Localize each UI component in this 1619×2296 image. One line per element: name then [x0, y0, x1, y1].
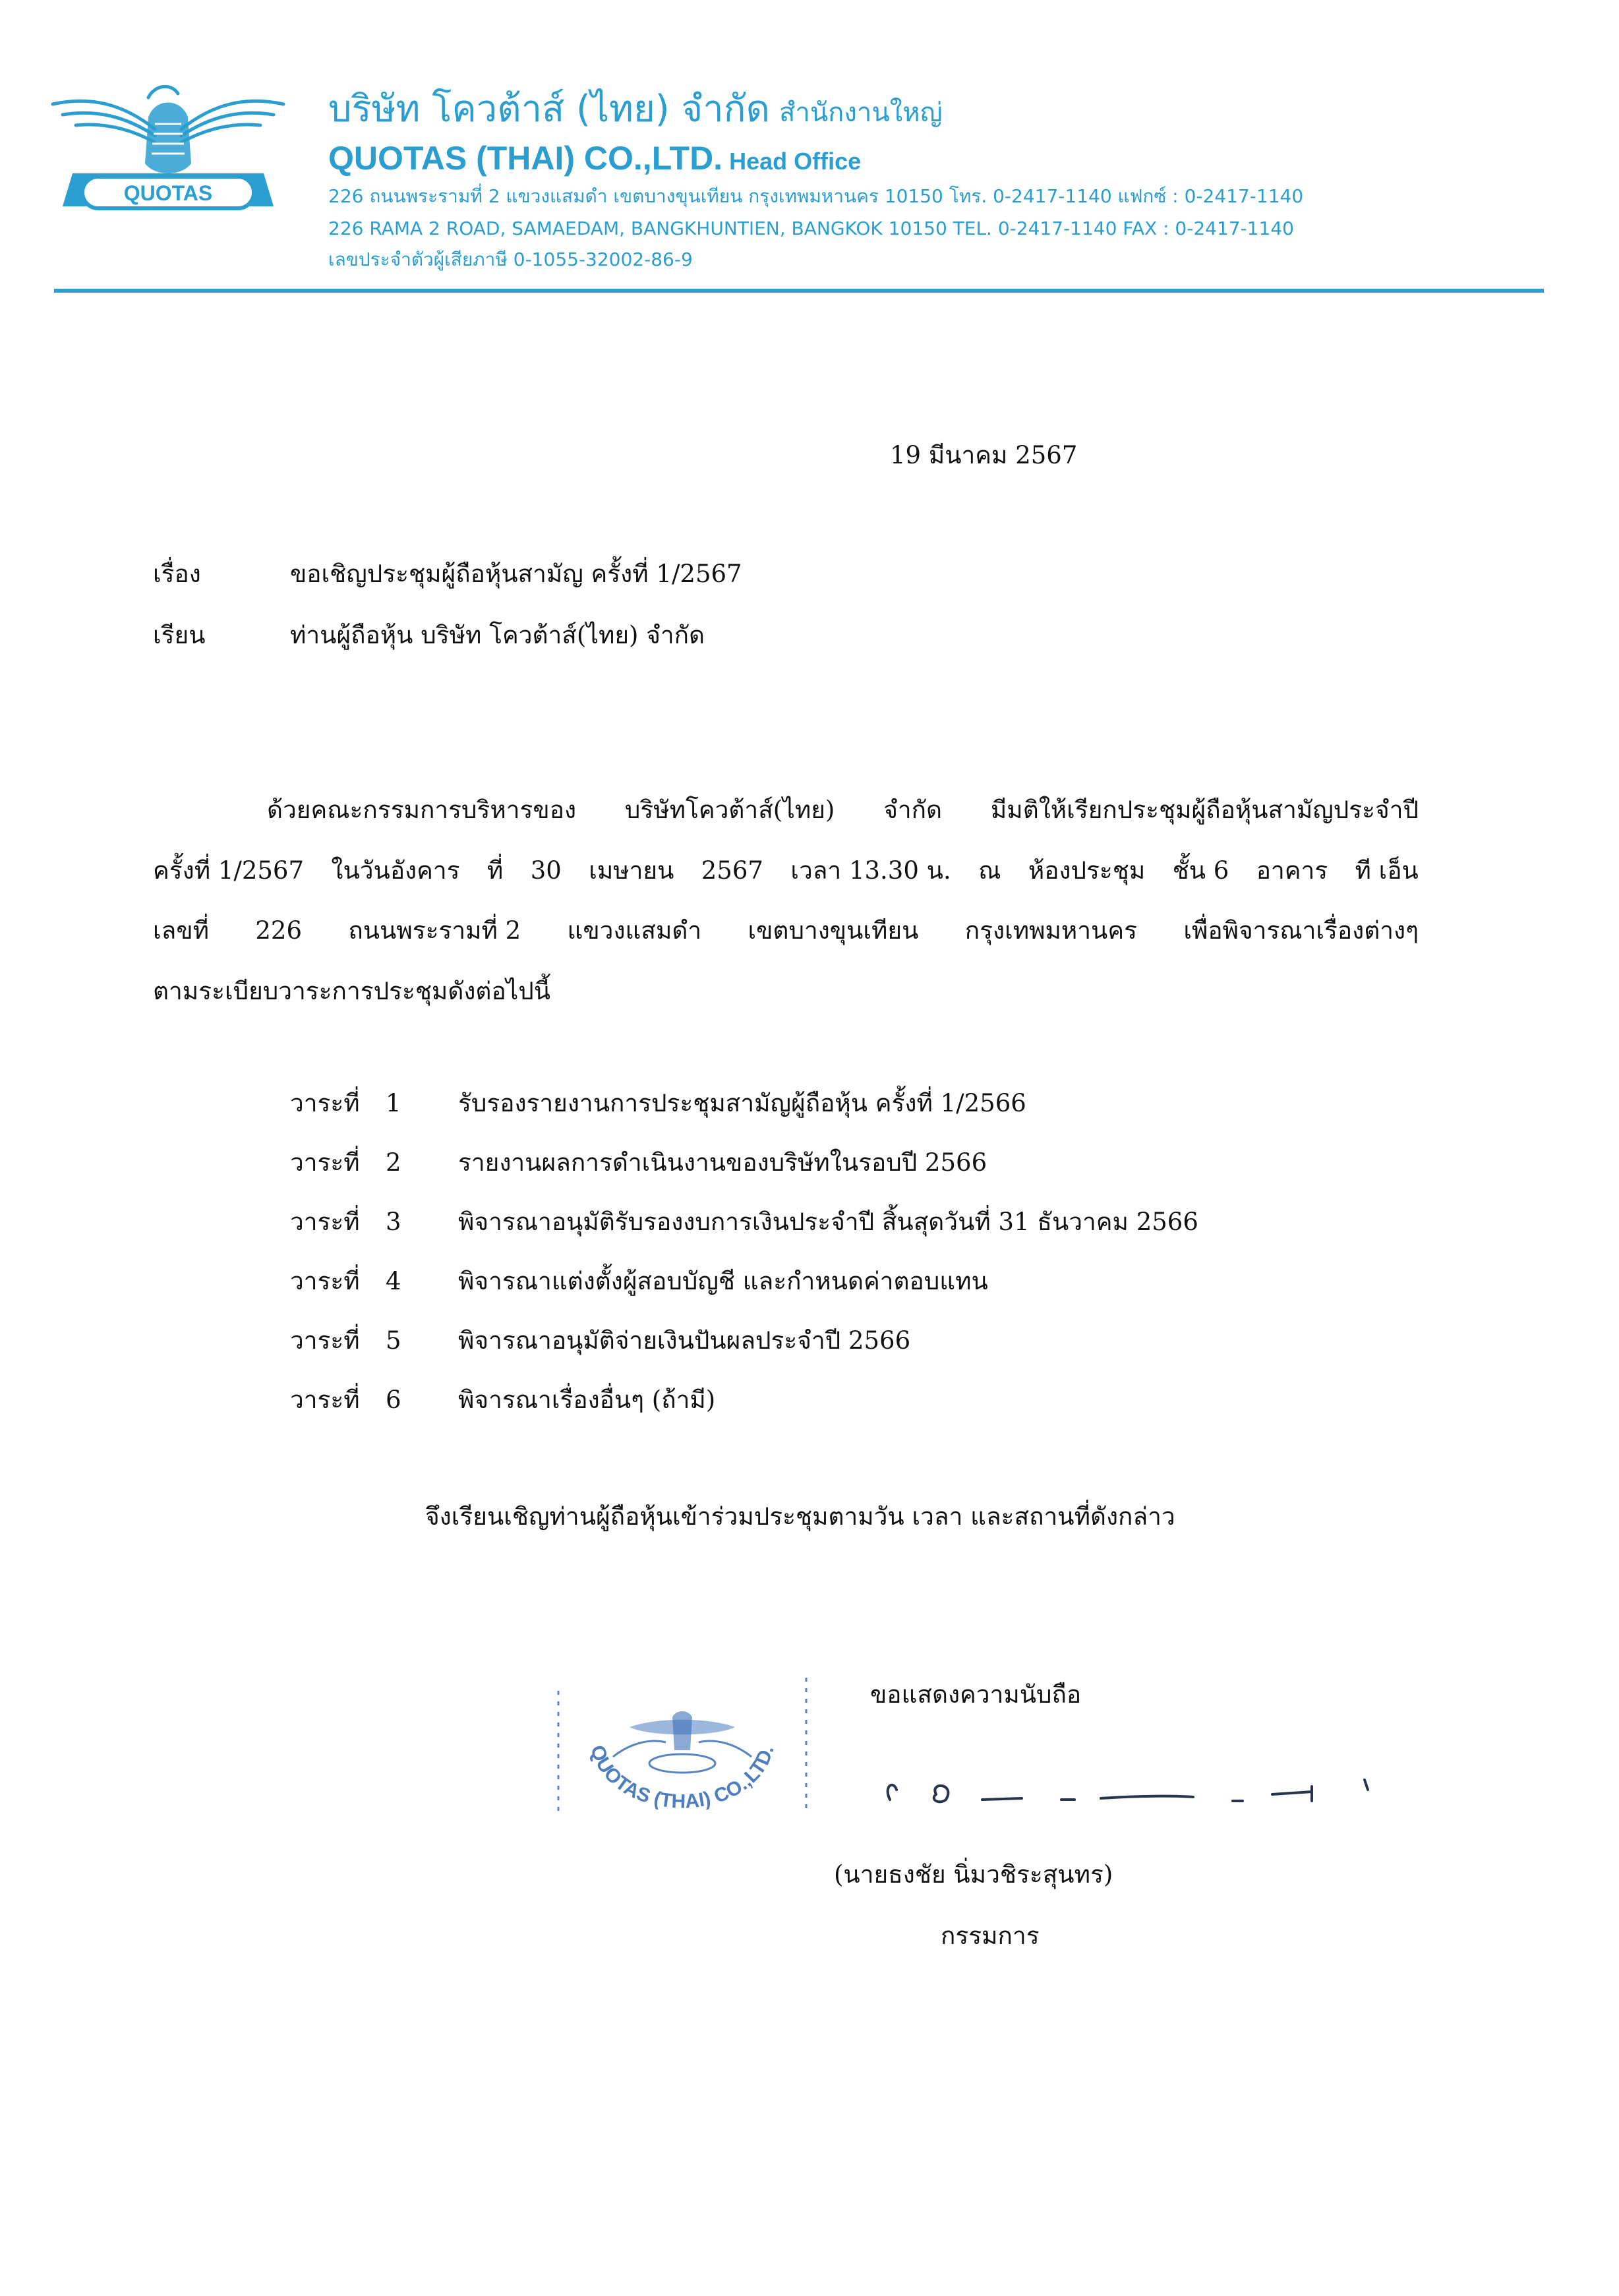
body-word: ถนนพระรามที่ 2 — [348, 916, 521, 945]
body-line-4 — [153, 979, 1419, 1003]
body-word: ที เอ็น — [1355, 856, 1419, 885]
agenda-label: วาระที่ — [290, 1386, 360, 1414]
regards-text: ขอแสดงความนับถือ — [870, 1680, 1082, 1709]
body-word: ตามระเบียบวาระการประชุมดังต่อไปนี้ — [153, 977, 551, 1005]
body-word: จำกัด — [883, 796, 943, 824]
body-word: เขตบางขุนเทียน — [748, 916, 919, 945]
agenda-number: 2 — [386, 1148, 401, 1177]
body-word: ห้องประชุม — [1028, 856, 1146, 885]
body-line-2 — [153, 858, 1419, 883]
body-word: เวลา 13.30 น. — [790, 856, 951, 885]
agenda-item-text: รายงานผลการดำเนินงานของบริษัทในรอบปี 2566 — [458, 1148, 987, 1177]
closing-sentence: จึงเรียนเชิญท่านผู้ถือหุ้นเข้าร่วมประชุมตามวัน เวลา และสถานที่ดังกล่าว — [425, 1502, 1175, 1531]
body-word: อาคาร — [1256, 856, 1328, 885]
letterhead-divider — [54, 289, 1544, 293]
letter-date: 19 มีนาคม 2567 — [890, 441, 1078, 469]
logo-text: QUOTAS — [123, 181, 213, 205]
body-word: เมษายน — [589, 856, 674, 885]
stamp-text: QUOTAS (THAI) CO.,LTD. — [585, 1742, 779, 1813]
office-english: Head Office — [729, 148, 862, 175]
svg-text:QUOTAS (THAI) CO.,LTD. — [586, 1742, 779, 1812]
agenda-label: วาระที่ — [290, 1089, 360, 1117]
recipient-label: เรียน — [153, 621, 206, 649]
company-logo — [49, 78, 287, 236]
body-line-1 — [267, 798, 1419, 822]
body-word: ครั้งที่ 1/2567 — [153, 856, 305, 885]
agenda-label: วาระที่ — [290, 1208, 360, 1236]
agenda-number: 4 — [386, 1267, 401, 1295]
body-word: ชั้น 6 — [1172, 856, 1229, 885]
tax-id: เลขประจำตัวผู้เสียภาษี 0-1055-32002-86-9 — [328, 249, 693, 270]
company-name-english — [328, 142, 861, 175]
body-line-3 — [153, 918, 1419, 943]
body-word: เพื่อพิจารณาเรื่องต่างๆ — [1183, 916, 1419, 945]
agenda-item-text: พิจารณาเรื่องอื่นๆ (ถ้ามี) — [458, 1386, 716, 1414]
body-word: บริษัทโควต้าส์(ไทย) — [624, 796, 835, 824]
recipient-text: ท่านผู้ถือหุ้น บริษัท โควต้าส์(ไทย) จำกัด — [290, 621, 705, 649]
body-word: ด้วยคณะกรรมการบริหารของ — [267, 796, 577, 824]
address-english: 226 RAMA 2 ROAD, SAMAEDAM, BANGKHUNTIEN, BANGKOK 10150 TEL. 0-2417-1140 FAX : 0-2417-1140 — [328, 218, 1294, 239]
agenda-label: วาระที่ — [290, 1267, 360, 1295]
agenda-number: 3 — [386, 1208, 401, 1236]
body-word: 30 — [530, 856, 562, 885]
agenda-item-text: พิจารณาแต่งตั้งผู้สอบบัญชี และกำหนดค่าตอบแทน — [458, 1267, 988, 1295]
agenda-label: วาระที่ — [290, 1326, 360, 1355]
body-word: ที่ — [486, 856, 504, 885]
signer-name: (นายธงชัย นิ่มวชิระสุนทร) — [834, 1860, 1113, 1889]
body-word: เลขที่ — [153, 916, 210, 945]
office-thai: สำนักงานใหญ่ — [779, 98, 943, 128]
agenda-label: วาระที่ — [290, 1148, 360, 1177]
agenda-number: 6 — [386, 1386, 401, 1414]
agenda-number: 5 — [386, 1326, 401, 1355]
agenda-item-text: พิจารณาอนุมัติจ่ายเงินปันผลประจำปี 2566 — [458, 1326, 911, 1355]
signature — [877, 1753, 1404, 1826]
body-word: แขวงแสมดำ — [567, 916, 702, 945]
body-word: กรุงเทพมหานคร — [964, 916, 1137, 945]
body-word: ในวันอังคาร — [331, 856, 460, 885]
company-name-thai-text: บริษัท โควต้าส์ (ไทย) จำกัด — [328, 88, 770, 131]
body-word: 226 — [255, 916, 302, 945]
address-thai: 226 ถนนพระรามที่ 2 แขวงแสมดำ เขตบางขุนเทียน กรุงเทพมหานคร 10150 โทร. 0-2417-1140 แฟกซ์ : 0-2417-1140 — [328, 185, 1304, 207]
body-word: มีมติให้เรียกประชุมผู้ถือหุ้นสามัญประจำปี — [990, 796, 1419, 824]
body-word: 2567 — [701, 856, 763, 885]
agenda-number: 1 — [386, 1089, 401, 1117]
body-word: ณ — [978, 856, 1001, 885]
signer-position: กรรมการ — [941, 1922, 1040, 1950]
subject-text: ขอเชิญประชุมผู้ถือหุ้นสามัญ ครั้งที่ 1/2567 — [290, 560, 742, 588]
agenda-item-text: รับรองรายงานการประชุมสามัญผู้ถือหุ้น ครั้งที่ 1/2566 — [458, 1089, 1026, 1117]
subject-label: เรื่อง — [153, 560, 201, 588]
agenda-item-text: พิจารณาอนุมัติรับรองงบการเงินประจำปี สิ้นสุดวันที่ 31 ธันวาคม 2566 — [458, 1208, 1198, 1236]
company-name-english-text: QUOTAS (THAI) CO.,LTD. — [328, 140, 723, 177]
company-stamp — [550, 1664, 814, 1869]
company-name-thai — [328, 88, 943, 131]
